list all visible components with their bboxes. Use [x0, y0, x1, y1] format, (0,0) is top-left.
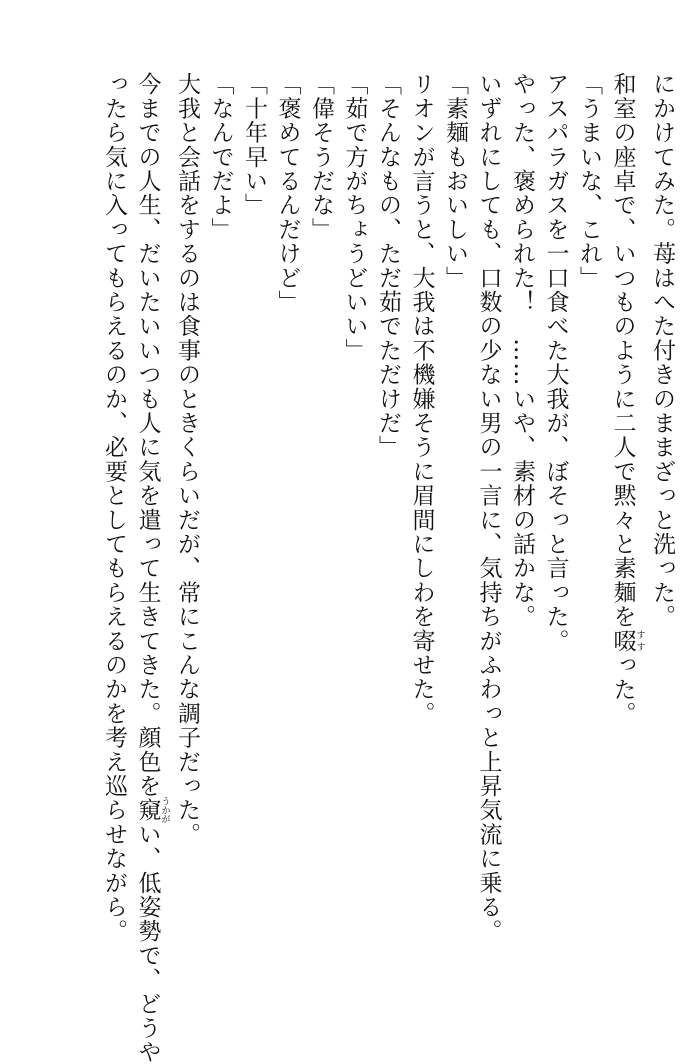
- ruby-reading: うかが: [159, 796, 170, 824]
- text-line: 「素麺もおいしい」: [442, 72, 468, 290]
- text-line: いずれにしても、口数の少ない男の一言に、気持ちがふわっと上昇気流に乗る。: [475, 72, 502, 944]
- text-line: リオンが言うと、大我は不機嫌そうに眉間にしわを寄せた。: [408, 72, 435, 726]
- text-line: にかけてみた。苺はへた付きのままざっと洗った。: [649, 72, 675, 629]
- ruby-base: 啜: [609, 628, 636, 653]
- ruby-annotation: [134, 796, 170, 824]
- text-line: 「十年早い」: [241, 72, 267, 218]
- text-line: 「うまいな、これ」: [576, 72, 602, 290]
- text-line: [605, 72, 645, 952]
- vertical-text-body: [97, 72, 679, 1064]
- text-line: 「そんなもの、ただ茹でただけだ」: [375, 72, 401, 460]
- ruby-reading: すす: [634, 628, 645, 653]
- text-segment: 素麺を: [609, 556, 636, 629]
- text-line: 大我と会話をするのは食事のときくらいだが、常にこんな調子だった。: [174, 72, 200, 847]
- text-line: 「偉そうだな」: [308, 72, 334, 242]
- text-line: [130, 72, 170, 1064]
- text-segment: った。: [609, 652, 636, 726]
- text-line: 「茹で方がちょうどいい」: [341, 72, 368, 363]
- text-line: アスパラガスを一口食べた大我が、ぼそっと言った。: [542, 72, 569, 653]
- text-line: ったら気に入ってもらえるのか、必要としてもらえるのかを考え巡らせながら。: [101, 72, 127, 944]
- text-segment: い、低姿勢で、どうや: [134, 822, 161, 1064]
- text-line: 「褒めてるんだけど」: [274, 72, 301, 314]
- text-segment: 和室の座卓で、いつものように二人で黙々と: [609, 72, 636, 556]
- ruby-annotation: [609, 628, 645, 653]
- text-segment: 今までの人生、だいたいいつも人に気を遣って生きてきた。顔色を: [134, 72, 161, 798]
- text-line: やった、褒められた！ ……いや、素材の話かな。: [509, 72, 535, 629]
- text-line: 「なんでだよ」: [207, 72, 234, 242]
- ruby-base: 窺: [134, 796, 161, 824]
